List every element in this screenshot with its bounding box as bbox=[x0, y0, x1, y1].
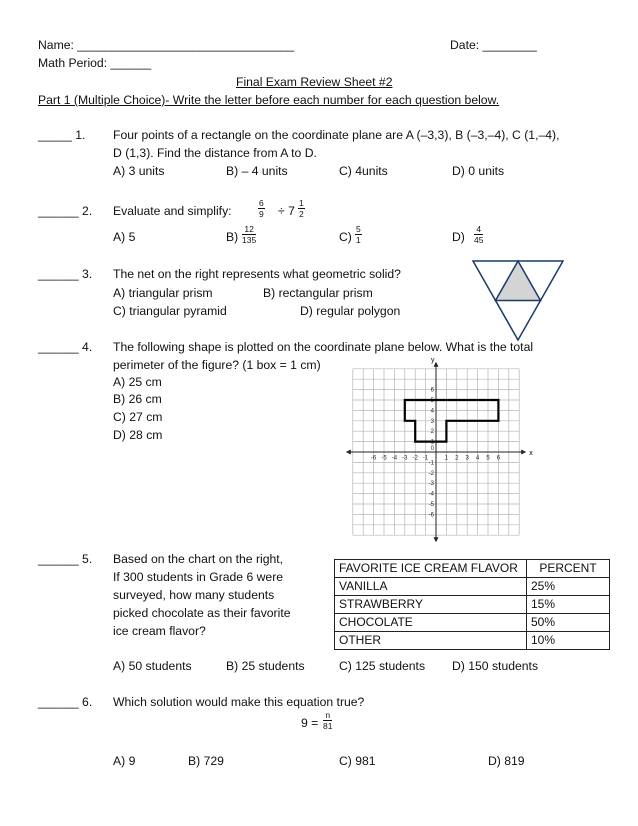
table-cell-percent: 15% bbox=[527, 596, 610, 614]
math-period-label: Math Period: ______ bbox=[38, 56, 152, 70]
q6-option-d: D) 819 bbox=[488, 754, 525, 768]
table-cell-percent: 50% bbox=[527, 614, 610, 632]
x-tick-label: 1 bbox=[444, 455, 449, 462]
table-header-row bbox=[335, 560, 610, 578]
x-tick-label: 4 bbox=[475, 455, 480, 462]
q2-option-b-fraction bbox=[242, 224, 256, 245]
q2-prompt: Evaluate and simplify: bbox=[113, 204, 232, 218]
q5-text-line5: ice cream flavor? bbox=[113, 624, 206, 638]
q5-option-a: A) 50 students bbox=[113, 659, 192, 673]
table-header-percent: PERCENT bbox=[527, 560, 610, 578]
table-row bbox=[335, 632, 610, 650]
page-title: Final Exam Review Sheet #2 bbox=[236, 75, 393, 89]
q2-option-c-denominator: 1 bbox=[356, 235, 361, 245]
part1-instructions: Part 1 (Multiple Choice)- Write the letter before each number for each question below. bbox=[38, 93, 500, 107]
table-header-flavor: FAVORITE ICE CREAM FLAVOR bbox=[335, 560, 527, 578]
q5-text-line4: picked chocolate as their favorite bbox=[113, 606, 291, 620]
y-tick-label: -3 bbox=[428, 481, 434, 488]
q1-option-d: D) 0 units bbox=[452, 164, 505, 178]
table-row bbox=[335, 614, 610, 632]
q2-option-d-numerator: 4 bbox=[474, 224, 483, 235]
table-cell-flavor: OTHER bbox=[335, 632, 527, 650]
table-cell-percent: 25% bbox=[527, 578, 610, 596]
y-tick-label: 5 bbox=[430, 398, 434, 404]
y-tick-label: -5 bbox=[428, 502, 434, 508]
y-tick-label: 3 bbox=[430, 418, 434, 425]
y-axis-label: y bbox=[431, 356, 435, 364]
q5-option-d: D) 150 students bbox=[452, 659, 539, 673]
q2-option-b-denominator: 135 bbox=[242, 235, 257, 245]
name-field-label: Name: ________________________________ bbox=[38, 38, 295, 52]
y-axis-arrow-down bbox=[434, 537, 439, 542]
q4-number: ______ 4. bbox=[38, 340, 93, 354]
table-cell-percent: 10% bbox=[527, 632, 610, 650]
q6-prompt: Which solution would make this equation true? bbox=[113, 695, 365, 709]
q1-text-line1: Four points of a rectangle on the coordinate plane are A (–3,3), B (–3,–4), C (1,–4), bbox=[113, 128, 560, 142]
q6-number: ______ 6. bbox=[38, 695, 93, 709]
table-cell-flavor: STRAWBERRY bbox=[335, 596, 527, 614]
q2-option-c-numerator: 5 bbox=[356, 224, 361, 234]
q4-option-a: A) 25 cm bbox=[113, 375, 162, 389]
q6-equation-left: 9 = bbox=[301, 716, 319, 730]
y-tick-label: -2 bbox=[428, 470, 434, 477]
q3-option-b: B) rectangular prism bbox=[263, 286, 373, 300]
x-tick-label: -2 bbox=[412, 455, 418, 462]
q1-option-b: B) – 4 units bbox=[226, 164, 288, 178]
q5-number: ______ 5. bbox=[38, 552, 93, 566]
q2-number: ______ 2. bbox=[38, 204, 93, 218]
table-row bbox=[335, 578, 610, 596]
q2-option-c-fraction bbox=[355, 224, 362, 245]
x-axis-label: x bbox=[529, 450, 533, 457]
q2-option-b-label: B) bbox=[226, 230, 239, 244]
q6-option-c: C) 981 bbox=[339, 754, 376, 768]
q3-option-c: C) triangular pyramid bbox=[113, 304, 227, 318]
q2-operator: ÷ 7 bbox=[278, 204, 295, 218]
y-tick-label: 6 bbox=[430, 387, 434, 394]
q2-fraction-2-denominator: 2 bbox=[299, 209, 304, 219]
q3-prompt: The net on the right represents what geometric solid? bbox=[113, 267, 401, 281]
q2-option-a: A) 5 bbox=[113, 230, 136, 244]
y-tick-label: 2 bbox=[430, 429, 434, 436]
q3-number: ______ 3. bbox=[38, 267, 93, 281]
table-cell-flavor: VANILLA bbox=[335, 578, 527, 596]
q5-option-b: B) 25 students bbox=[226, 659, 305, 673]
x-tick-label: -1 bbox=[422, 455, 429, 462]
x-axis-arrow-left bbox=[346, 450, 351, 455]
y-tick-label: -4 bbox=[428, 491, 434, 498]
q5-text-line3: surveyed, how many students bbox=[113, 588, 275, 602]
q2-fraction-1 bbox=[258, 198, 265, 219]
x-tick-label: 6 bbox=[496, 455, 501, 462]
q2-fraction-1-numerator: 6 bbox=[259, 198, 264, 208]
q2-fraction-1-denominator: 9 bbox=[259, 209, 264, 219]
q4-option-b: B) 26 cm bbox=[113, 392, 162, 406]
q2-fraction-2 bbox=[298, 198, 305, 219]
triangular-pyramid-net bbox=[470, 258, 566, 344]
x-tick-label: -3 bbox=[402, 455, 408, 462]
q5-text-line1: Based on the chart on the right, bbox=[113, 552, 284, 566]
x-tick-label: 5 bbox=[486, 455, 490, 462]
q6-option-a: A) 9 bbox=[113, 754, 136, 768]
y-tick-label: -1 bbox=[428, 460, 434, 467]
q3-option-a: A) triangular prism bbox=[113, 286, 213, 300]
q2-option-d-label: D) bbox=[452, 230, 465, 244]
q2-option-c-label: C) bbox=[339, 230, 352, 244]
q6-equation-denominator: 81 bbox=[323, 721, 333, 731]
y-tick-label: -6 bbox=[428, 512, 434, 519]
ice-cream-table bbox=[334, 559, 610, 650]
q1-number: _____ 1. bbox=[38, 128, 86, 142]
q2-option-d-fraction bbox=[474, 224, 483, 245]
q2-fraction-2-numerator: 1 bbox=[299, 198, 304, 208]
table-row bbox=[335, 596, 610, 614]
q4-text-line1: The following shape is plotted on the coordinate plane below. What is the total bbox=[113, 340, 534, 354]
q5-option-c: C) 125 students bbox=[339, 659, 426, 673]
q1-option-c: C) 4units bbox=[339, 164, 388, 178]
y-tick-label: 1 bbox=[430, 439, 434, 446]
q1-text-line2: D (1,3). Find the distance from A to D. bbox=[113, 146, 317, 160]
q4-option-c: C) 27 cm bbox=[113, 410, 163, 424]
origin-label: 0 bbox=[430, 446, 434, 452]
table-cell-flavor: CHOCOLATE bbox=[335, 614, 527, 632]
x-tick-label: -4 bbox=[391, 455, 398, 462]
y-tick-label: 4 bbox=[430, 408, 434, 415]
x-tick-label: -6 bbox=[370, 455, 377, 462]
q6-option-b: B) 729 bbox=[188, 754, 224, 768]
q4-text-line2: perimeter of the figure? (1 box = 1 cm) bbox=[113, 358, 321, 372]
date-field-label: Date: ________ bbox=[450, 38, 537, 52]
x-tick-label: 2 bbox=[455, 455, 459, 462]
q2-option-d-denominator: 45 bbox=[474, 235, 484, 245]
q6-equation-fraction bbox=[323, 710, 332, 731]
x-axis-arrow-right bbox=[521, 450, 526, 455]
q2-option-b-numerator: 12 bbox=[242, 224, 256, 235]
q5-text-line2: If 300 students in Grade 6 were bbox=[113, 570, 284, 584]
q6-equation-numerator: n bbox=[323, 710, 332, 721]
x-tick-label: -5 bbox=[381, 455, 387, 462]
coordinate-plane bbox=[350, 356, 533, 536]
x-tick-label: 3 bbox=[465, 455, 469, 462]
q1-option-a: A) 3 units bbox=[113, 164, 165, 178]
q3-option-d: D) regular polygon bbox=[300, 304, 401, 318]
q4-option-d: D) 28 cm bbox=[113, 428, 163, 442]
